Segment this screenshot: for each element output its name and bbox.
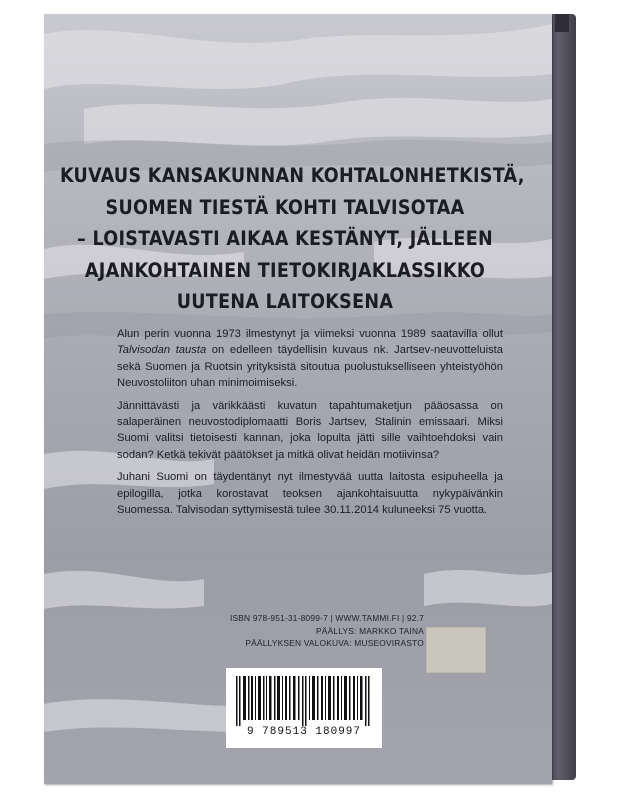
blurb-paragraph-2: Jännittävästi ja värikkäästi kuvatun tapahtumaketjun pääosassa on salaperäinen neuvostodiplomaatti Boris Jartsev, Stalinin emissaari. Miksi Suomi valitsi tietoisesti kannan, joka lopulta jätti sille vaihtoehdoksi vain sodan? Ketkä tekivät päätökset ja mitkä olivat heidän motiivinsa? [117,399,503,461]
blurb-text [117,326,503,524]
imprint-info [224,612,424,650]
headline-line: – LOISTAVASTI AIKAA KESTÄNYT, JÄLLEEN [77,227,493,250]
barcode [226,668,382,748]
headline-line: KUVAUS KANSAKUNNAN KOHTALONHETKISTÄ, [60,164,525,187]
spine-top-band [555,14,569,32]
headline-line: UUTENA LAITOKSENA [176,290,394,313]
price-sticker-residue [426,627,486,673]
barcode-bars [236,676,372,726]
blurb-paragraph-3: Juhani Suomi on täydentänyt nyt ilmestyvää uutta laitosta esipuheella ja epilogilla, jotka korostavat teoksen ajankohtaisuutta nykypäivänkin Suomessa. Talvisodan syttymisestä tulee 30.11.2014 kuluneeksi 75 vuotta. [117,471,503,517]
headline-line: AJANKOHTAINEN TIETOKIRJAKLASSIKKO [84,258,486,282]
cover-photo-credit: PÄÄLLYKSEN VALOKUVA: MUSEOVIRASTO [245,638,424,649]
book-spine [548,14,576,780]
headline-line: SUOMEN TIESTÄ KOHTI TALVISOTAA [105,195,465,219]
barcode-digits: 9 789513 180997 [246,726,362,738]
blurb-p1-start: Alun perin vuonna 1973 ilmestynyt ja viimeksi vuonna 1989 saatavilla ollut [117,328,503,340]
blurb-paragraph-1 [117,326,503,392]
cover-headline [60,160,525,318]
cover-design-credit: PÄÄLLYS: MARKKO TAINA [316,625,424,636]
book-title-italic: Talvisodan tausta [117,344,207,357]
blurb-p1-end: on edelleen täydellisin kuvaus nk. Jartsev-neuvotteluista sekä Suomen ja Ruotsin yrityksistä sitoutua puolustukselliseen yhteistyöhön Neuvostoliiton uhan minimoimiseksi. [117,344,503,390]
isbn-line: ISBN 978-951-31-8099-7 | WWW.TAMMI.FI | 92.7 [229,613,424,623]
